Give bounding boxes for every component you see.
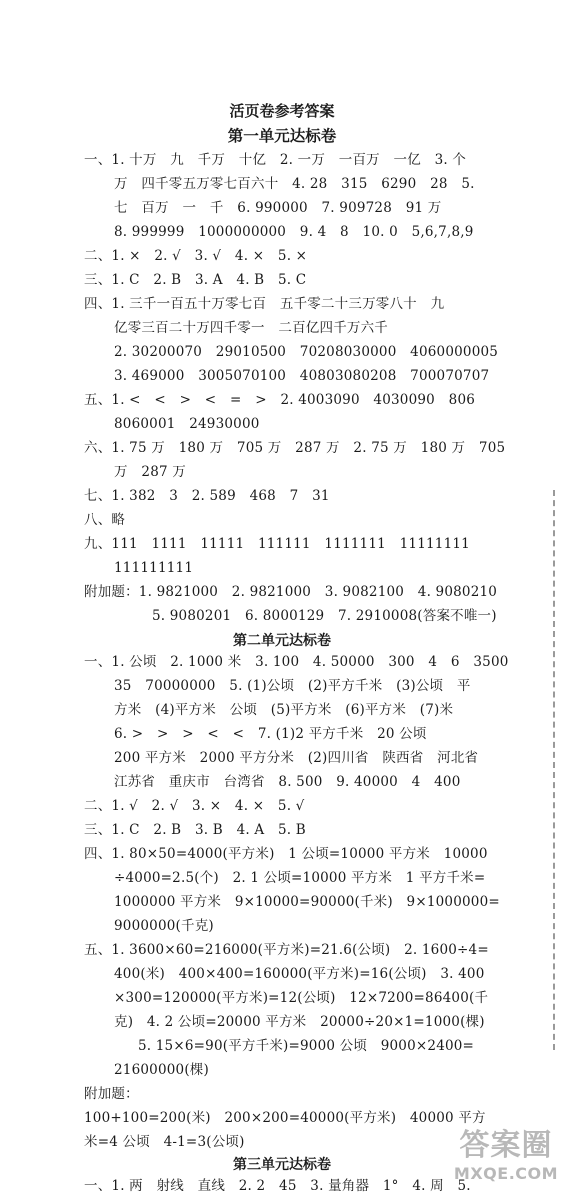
unit1-heading: 第一单元达标卷 <box>227 126 337 145</box>
answer-line: 五、1. < < > < = > 2. 4003090 4030090 806 <box>84 392 476 408</box>
answer-line: 2. 30200070 29010500 70208030000 4060000005 <box>114 344 499 360</box>
answer-line: 附加题：1. 9821000 2. 9821000 3. 9082100 4. 9080210 <box>84 584 498 600</box>
answer-line: ÷4000=2.5(个) 2. 1 公顷=10000 平方米 1 平方千米= <box>114 870 486 886</box>
unit3-heading: 第三单元达标卷 <box>233 1157 331 1173</box>
answer-line: 七、1. 382 3 2. 589 468 7 31 <box>84 488 330 504</box>
answer-line: 江苏省 重庆市 台湾省 8. 500 9. 40000 4 400 <box>114 774 461 790</box>
answer-line: 一、1. 公顷 2. 1000 米 3. 100 4. 50000 300 4 6 3500 <box>84 654 509 670</box>
answer-line: 三、1. C 2. B 3. B 4. A 5. B <box>84 822 306 838</box>
answer-line: 亿零三百二十万四千零一 二百亿四千万六千 <box>114 320 388 336</box>
answer-line: 万 四千零五万零七百六十 4. 28 315 6290 28 5. <box>114 176 475 192</box>
watermark-logo-text: 答案圈 <box>459 1128 553 1163</box>
unit2-heading: 第二单元达标卷 <box>233 633 331 649</box>
answer-line: 米=4 公顷 4-1=3(公顷) <box>84 1134 245 1150</box>
answer-line: 六、1. 75 万 180 万 705 万 287 万 2. 75 万 180 万 705 <box>84 440 506 456</box>
answer-line: 200 平方米 2000 平方分米 (2)四川省 陕西省 河北省 <box>114 750 479 766</box>
answer-line: 二、1. × 2. √ 3. √ 4. × 5. × <box>84 248 308 264</box>
answer-line: 8. 999999 1000000000 9. 4 8 10. 0 5,6,7,8,9 <box>114 224 474 240</box>
answer-line: 21600000(棵) <box>114 1062 209 1078</box>
answer-line: 克) 4. 2 公顷=20000 平方米 20000÷20×1=1000(棵) <box>114 1014 485 1030</box>
answer-line: 二、1. √ 2. √ 3. × 4. × 5. √ <box>84 798 305 814</box>
answer-line: 6. > > > < < 7. (1)2 平方千米 20 公顷 <box>114 726 427 742</box>
answer-line: 100+100=200(米) 200×200=40000(平方米) 40000 平方 <box>84 1110 486 1126</box>
answer-line: 方米 (4)平方米 公顷 (5)平方米 (6)平方米 (7)米 <box>114 702 454 718</box>
answer-line: 一、1. 两 射线 直线 2. 2 45 3. 量角器 1° 4. 周 5. <box>84 1178 471 1194</box>
answer-line: 四、1. 三千一百五十万零七百 五千零二十三万零八十 九 <box>84 296 445 312</box>
answer-line: 九、111 1111 11111 111111 1111111 11111111 <box>84 536 470 552</box>
answer-line: 1000000 平方米 9×10000=90000(千米) 9×1000000= <box>114 894 500 910</box>
answer-line: 万 287 万 <box>114 464 186 480</box>
watermark-logo <box>450 1128 562 1196</box>
answer-line: 8060001 24930000 <box>114 416 260 432</box>
answer-line: 3. 469000 3005070100 40803080208 700070707 <box>114 368 490 384</box>
answer-line: 五、1. 3600×60=216000(平方米)=21.6(公顷) 2. 1600÷4= <box>84 942 489 958</box>
answer-line: ×300=120000(平方米)=12(公顷) 12×7200=86400(千 <box>114 990 489 1006</box>
answer-line: 9000000(千克) <box>114 918 214 934</box>
answer-line: 附加题： <box>84 1086 139 1102</box>
page-title: 活页卷参考答案 <box>229 102 335 120</box>
answer-line: 111111111 <box>114 560 194 576</box>
answer-line: 三、1. C 2. B 3. A 4. B 5. C <box>84 272 307 288</box>
answer-line: 5. 15×6=90(平方千米)=9000 公顷 9000×2400= <box>138 1038 475 1054</box>
answer-line: 5. 9080201 6. 8000129 7. 2910008(答案不唯一) <box>152 608 497 624</box>
answer-line: 35 70000000 5. (1)公顷 (2)平方千米 (3)公顷 平 <box>114 678 471 694</box>
answer-line: 八、略 <box>84 512 126 528</box>
answer-line: 四、1. 80×50=4000(平方米) 1 公顷=10000 平方米 10000 <box>84 846 488 862</box>
watermark-url: MXQE.COM <box>453 1164 559 1183</box>
answer-line: 七 百万 一 千 6. 990000 7. 909728 91 万 <box>114 200 442 216</box>
answer-line: 400(米) 400×400=160000(平方米)=16(公顷) 3. 400 <box>114 966 485 982</box>
page-edge-divider <box>553 490 555 1050</box>
answer-line: 一、1. 十万 九 千万 十亿 2. 一万 一百万 一亿 3. 个 <box>84 152 467 168</box>
